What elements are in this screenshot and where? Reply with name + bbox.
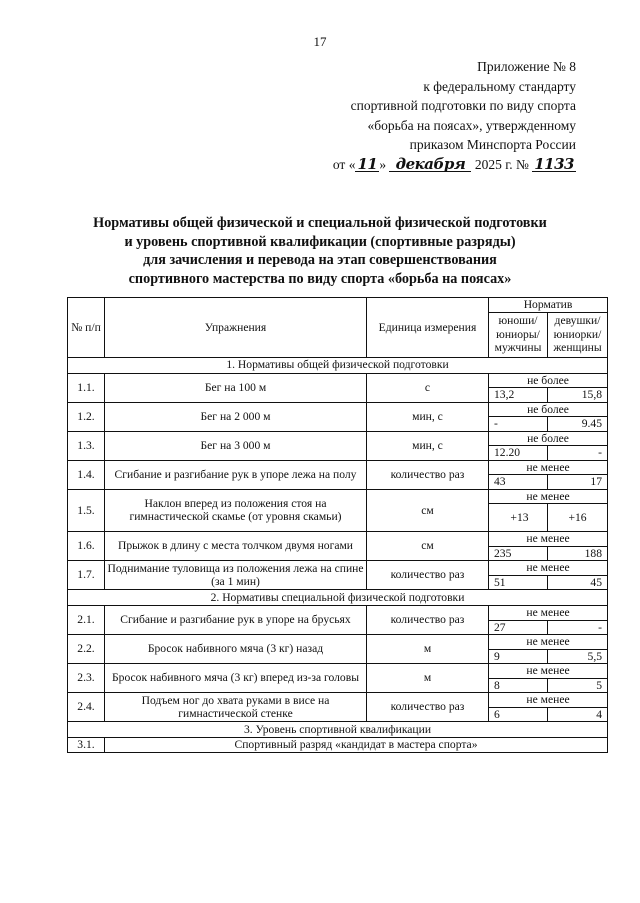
row-exercise: Подъем ног до хвата руками в висе на гимнастической стенке [105, 693, 367, 722]
handwritten-order-number: 1133 [534, 154, 574, 173]
appendix-line: приказом Минспорта России [409, 137, 576, 152]
table-row [68, 664, 608, 679]
date-prefix: от « [332, 156, 356, 172]
title-line: Нормативы общей физической и специальной физической подготовки [93, 215, 547, 231]
row-exercise: Бросок набивного мяча (3 кг) вперед из-за головы [105, 664, 367, 693]
row-value-male: +13 [489, 504, 548, 532]
table-row [68, 606, 608, 621]
row-unit: м [367, 664, 489, 693]
row-limit: не менее [489, 532, 608, 547]
row-value-male: 43 [489, 475, 548, 490]
row-value-male: 235 [489, 546, 548, 561]
row-unit: с [367, 373, 489, 402]
row-value-female: 188 [548, 546, 608, 561]
row-value-female: 9.45 [548, 417, 608, 432]
row-num: 1.6. [68, 532, 105, 561]
row-limit: не менее [489, 664, 608, 679]
row-value-female: 4 [548, 707, 608, 722]
row-unit: мин, с [367, 402, 489, 431]
title-line: спортивного мастерства по виду спорта «борьба на поясах» [128, 270, 512, 287]
row-unit: см [367, 489, 489, 532]
title-line: для зачисления и перевода на этап совершенствования [143, 252, 497, 268]
row-num: 2.2. [68, 635, 105, 664]
table-row [68, 373, 608, 388]
title-line: и уровень спортивной квалификации (спортивные разряды) [124, 233, 516, 250]
date-year: 2025 г. № [474, 156, 529, 172]
row-exercise: Бросок набивного мяча (3 кг) назад [105, 635, 367, 664]
table-row [68, 693, 608, 708]
table-row [68, 431, 608, 446]
row-unit: количество раз [367, 606, 489, 635]
row-qualification: Спортивный разряд «кандидат в мастера спорта» [105, 738, 608, 753]
row-limit: не менее [489, 489, 608, 504]
row-num: 1.7. [68, 561, 105, 590]
table-row [68, 460, 608, 475]
row-limit: не менее [489, 561, 608, 576]
section-title: 3. Уровень спортивной квалификации [68, 722, 608, 738]
document-title [0, 214, 640, 288]
row-value-female: +16 [548, 504, 608, 532]
row-num: 2.1. [68, 606, 105, 635]
row-limit: не более [489, 373, 608, 388]
row-exercise: Бег на 2 000 м [105, 402, 367, 431]
header-unit: Единица измерения [367, 298, 489, 358]
appendix-line: «борьба на поясах», утвержденному [367, 117, 576, 133]
row-exercise: Наклон вперед из положения стоя на гимнастической скамье (от уровня скамьи) [105, 489, 367, 532]
row-num: 1.2. [68, 402, 105, 431]
table-row [68, 635, 608, 650]
header-exercise: Упражнения [105, 298, 367, 358]
appendix-line: к федеральному стандарту [423, 78, 576, 94]
row-exercise: Сгибание и разгибание рук в упоре лежа на полу [105, 460, 367, 489]
table-row [68, 489, 608, 504]
row-value-male: 12.20 [489, 446, 548, 461]
row-value-female: 5 [548, 678, 608, 693]
table-row [68, 561, 608, 576]
row-limit: не менее [489, 635, 608, 650]
row-value-male: 27 [489, 620, 548, 635]
row-value-female: 17 [548, 475, 608, 490]
row-limit: не более [489, 431, 608, 446]
appendix-block [276, 57, 576, 174]
row-exercise: Сгибание и разгибание рук в упоре на брусьях [105, 606, 367, 635]
row-limit: не менее [489, 606, 608, 621]
section-title: 1. Нормативы общей физической подготовки [68, 357, 608, 373]
row-num: 2.3. [68, 664, 105, 693]
row-value-male: 9 [489, 649, 548, 664]
handwritten-day: 11 [357, 154, 378, 173]
row-value-male: 13,2 [489, 388, 548, 403]
row-num: 3.1. [68, 738, 105, 753]
table-row [68, 402, 608, 417]
row-limit: не менее [489, 460, 608, 475]
row-value-female: 15,8 [548, 388, 608, 403]
handwritten-month: декабря [389, 157, 471, 172]
header-num: № п/п [68, 298, 105, 358]
row-num: 1.3. [68, 431, 105, 460]
header-male: юноши/ юниоры/ мужчины [489, 312, 548, 357]
row-num: 1.4. [68, 460, 105, 489]
row-unit: м [367, 635, 489, 664]
appendix-line: спортивной подготовки по виду спорта [350, 98, 576, 113]
header-female: девушки/ юниорки/ женщины [548, 312, 608, 357]
row-unit: см [367, 532, 489, 561]
row-unit: мин, с [367, 431, 489, 460]
row-limit: не более [489, 402, 608, 417]
page-number: 17 [313, 34, 327, 49]
table-row [68, 532, 608, 547]
date-mid: » [379, 156, 387, 172]
row-value-female: - [548, 620, 608, 635]
row-exercise: Поднимание туловища из положения лежа на спине (за 1 мин) [105, 561, 367, 590]
header-norm: Норматив [489, 298, 608, 313]
row-value-male: - [489, 417, 548, 432]
standards-table [67, 297, 608, 753]
row-unit: количество раз [367, 460, 489, 489]
row-exercise: Бег на 100 м [105, 373, 367, 402]
section-title: 2. Нормативы специальной физической подготовки [68, 590, 608, 606]
row-unit: количество раз [367, 693, 489, 722]
row-limit: не менее [489, 693, 608, 708]
row-value-male: 6 [489, 707, 548, 722]
appendix-date-line [276, 155, 576, 175]
row-num: 2.4. [68, 693, 105, 722]
row-value-female: 5,5 [548, 649, 608, 664]
row-exercise: Прыжок в длину с места толчком двумя ногами [105, 532, 367, 561]
row-value-male: 51 [489, 575, 548, 590]
row-unit: количество раз [367, 561, 489, 590]
appendix-line: Приложение № 8 [477, 59, 576, 74]
row-exercise: Бег на 3 000 м [105, 431, 367, 460]
row-num: 1.1. [68, 373, 105, 402]
row-value-male: 8 [489, 678, 548, 693]
row-value-female: - [548, 446, 608, 461]
row-value-female: 45 [548, 575, 608, 590]
row-num: 1.5. [68, 489, 105, 532]
